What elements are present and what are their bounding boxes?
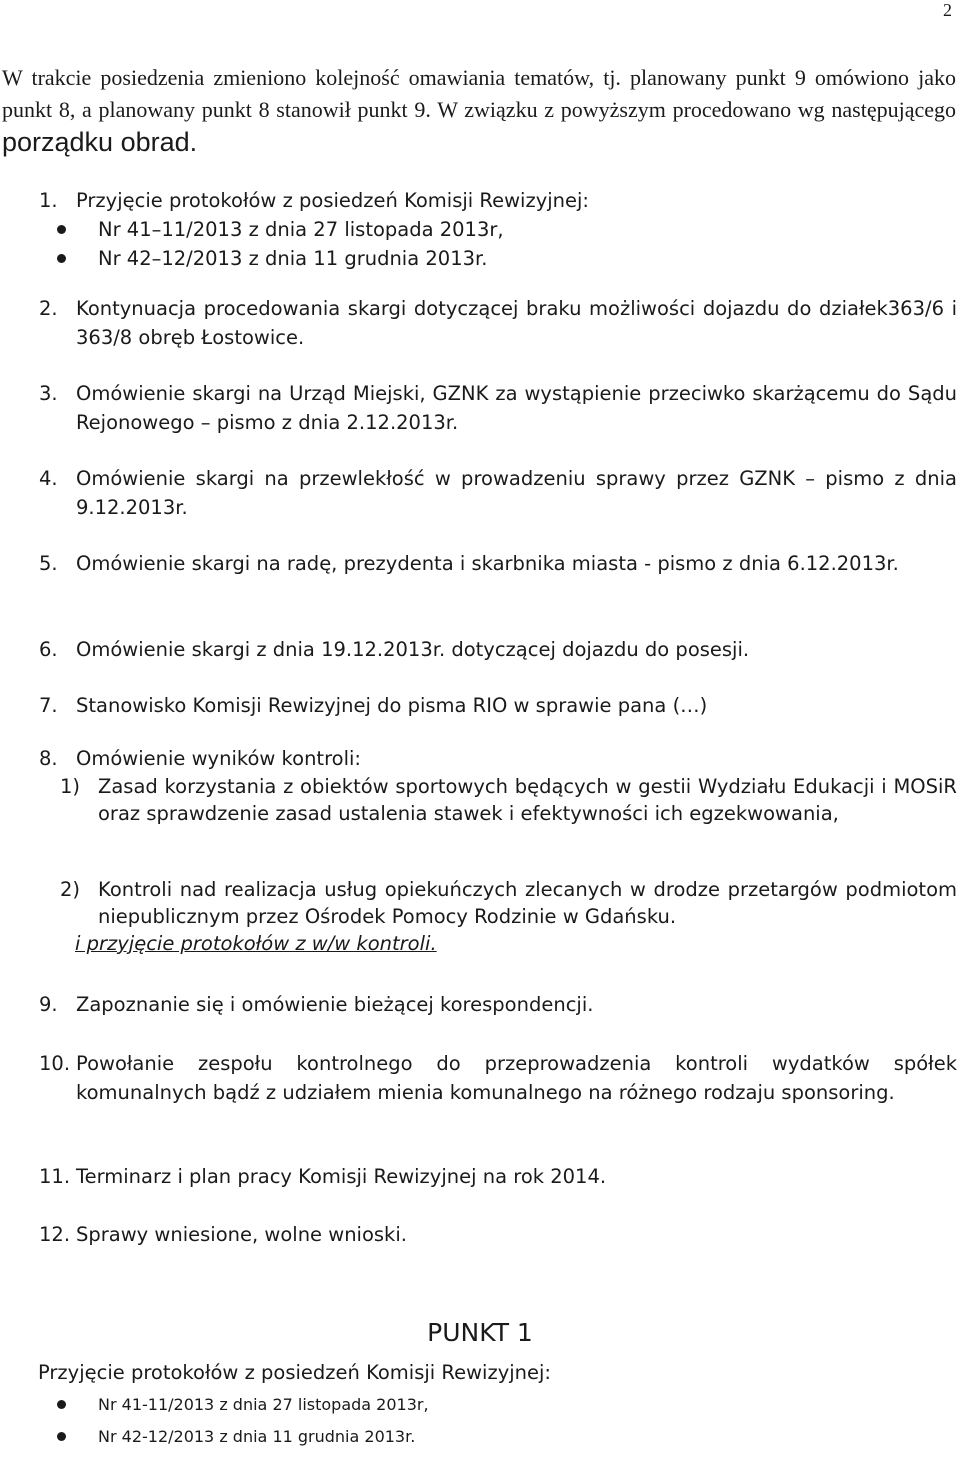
bullet-text: Nr 41–11/2013 z dnia 27 listopada 2013r, [98, 218, 504, 241]
agenda-item-3 [39, 379, 957, 437]
intro-text: W trakcie posiedzenia zmieniono kolejność omawiania tematów, tj. planowany punkt 9 omówiono jako punkt 8, a planowany punkt 8 stanowił punkt 9. W związku z powyższym procedowano wg następującego [2, 65, 956, 122]
section-bullet [60, 1422, 415, 1451]
agenda-item-12 [39, 1220, 957, 1249]
agenda-item-text: Stanowisko Komisji Rewizyjnej do pisma RIO w sprawie pana (…) [76, 694, 708, 717]
section-bullet [60, 1390, 429, 1419]
agenda-item-text: Powołanie zespołu kontrolnego do przeprowadzenia kontroli wydatków spółek komunalnych bądź z udziałem mienia komunalnego na różnego rodzaju sponsoring. [76, 1052, 957, 1104]
bullet-text: Nr 41-11/2013 z dnia 27 listopada 2013r, [98, 1395, 429, 1414]
agenda-item-8 [39, 744, 957, 773]
agenda-item-text: Omówienie skargi na Urząd Miejski, GZNK za wystąpienie przeciwko skarżącemu do Sądu Rejonowego – pismo z dnia 2.12.2013r. [76, 382, 957, 434]
agenda-item-1 [39, 186, 957, 215]
intro-emphasis: porządku obrad. [2, 127, 198, 157]
agenda-item-8-subitem-1 [60, 773, 957, 827]
agenda-item-number: 11. [39, 1165, 71, 1188]
protocol-acceptance-note: i przyjęcie protokołów z w/w kontroli. [75, 932, 437, 955]
agenda-item-text: Omówienie skargi z dnia 19.12.2013r. dotyczącej dojazdu do posesji. [76, 638, 750, 661]
agenda-item-number: 5. [39, 552, 58, 575]
agenda-item-text: Przyjęcie protokołów z posiedzeń Komisji Rewizyjnej: [76, 189, 589, 212]
agenda-item-text: Omówienie wyników kontroli: [76, 747, 362, 770]
agenda-item-2 [39, 294, 957, 352]
subitem-text: Kontroli nad realizacja usług opiekuńczych zlecanych w drodze przetargów podmiotom niepublicznym przez Ośrodek Pomocy Rodzinie w Gdańsku. [98, 878, 957, 928]
agenda-item-text: Zapoznanie się i omówienie bieżącej korespondencji. [76, 993, 594, 1016]
agenda-item-text: Sprawy wniesione, wolne wnioski. [76, 1223, 407, 1246]
subitem-number: 2) [60, 878, 81, 901]
bullet-icon [57, 225, 66, 234]
agenda-item-9 [39, 990, 957, 1019]
agenda-item-text: Kontynuacja procedowania skargi dotyczącej braku możliwości dojazdu do działek363/6 i 363/8 obręb Łostowice. [76, 297, 957, 349]
agenda-item-number: 10. [39, 1052, 71, 1075]
agenda-item-number: 8. [39, 747, 58, 770]
agenda-item-number: 2. [39, 297, 58, 320]
intro-paragraph [2, 62, 956, 160]
section-intro: Przyjęcie protokołów z posiedzeń Komisji Rewizyjnej: [38, 1361, 551, 1384]
agenda-item-text: Omówienie skargi na przewlekłość w prowadzeniu sprawy przez GZNK – pismo z dnia 9.12.2013r. [76, 467, 957, 519]
agenda-item-6 [39, 635, 957, 664]
agenda-item-1-bullet [60, 244, 487, 273]
agenda-item-7 [39, 691, 957, 720]
section-heading: PUNKT 1 [427, 1318, 533, 1347]
subitem-number: 1) [60, 775, 81, 798]
agenda-item-1-bullet [60, 215, 504, 244]
bullet-text: Nr 42–12/2013 z dnia 11 grudnia 2013r. [98, 247, 488, 270]
agenda-item-11 [39, 1162, 957, 1191]
agenda-item-number: 6. [39, 638, 58, 661]
agenda-item-number: 7. [39, 694, 58, 717]
agenda-item-10 [39, 1049, 957, 1107]
agenda-item-number: 3. [39, 382, 58, 405]
bullet-text: Nr 42-12/2013 z dnia 11 grudnia 2013r. [98, 1427, 416, 1446]
agenda-item-number: 4. [39, 467, 58, 490]
page-number: 2 [943, 0, 952, 20]
agenda-item-number: 12. [39, 1223, 71, 1246]
subitem-text: Zasad korzystania z obiektów sportowych będących w gestii Wydziału Edukacji i MOSiR oraz sprawdzenie zasad ustalenia stawek i efektywności ich egzekwowania, [98, 775, 957, 825]
agenda-item-4 [39, 464, 957, 522]
bullet-icon [57, 1432, 66, 1441]
agenda-item-number: 9. [39, 993, 58, 1016]
agenda-item-number: 1. [39, 189, 58, 212]
agenda-item-text: Omówienie skargi na radę, prezydenta i skarbnika miasta - pismo z dnia 6.12.2013r. [76, 552, 899, 575]
bullet-icon [57, 1400, 66, 1409]
agenda-item-5 [39, 549, 957, 578]
agenda-item-8-subitem-2 [60, 876, 957, 930]
bullet-icon [57, 254, 66, 263]
agenda-item-text: Terminarz i plan pracy Komisji Rewizyjnej na rok 2014. [76, 1165, 607, 1188]
